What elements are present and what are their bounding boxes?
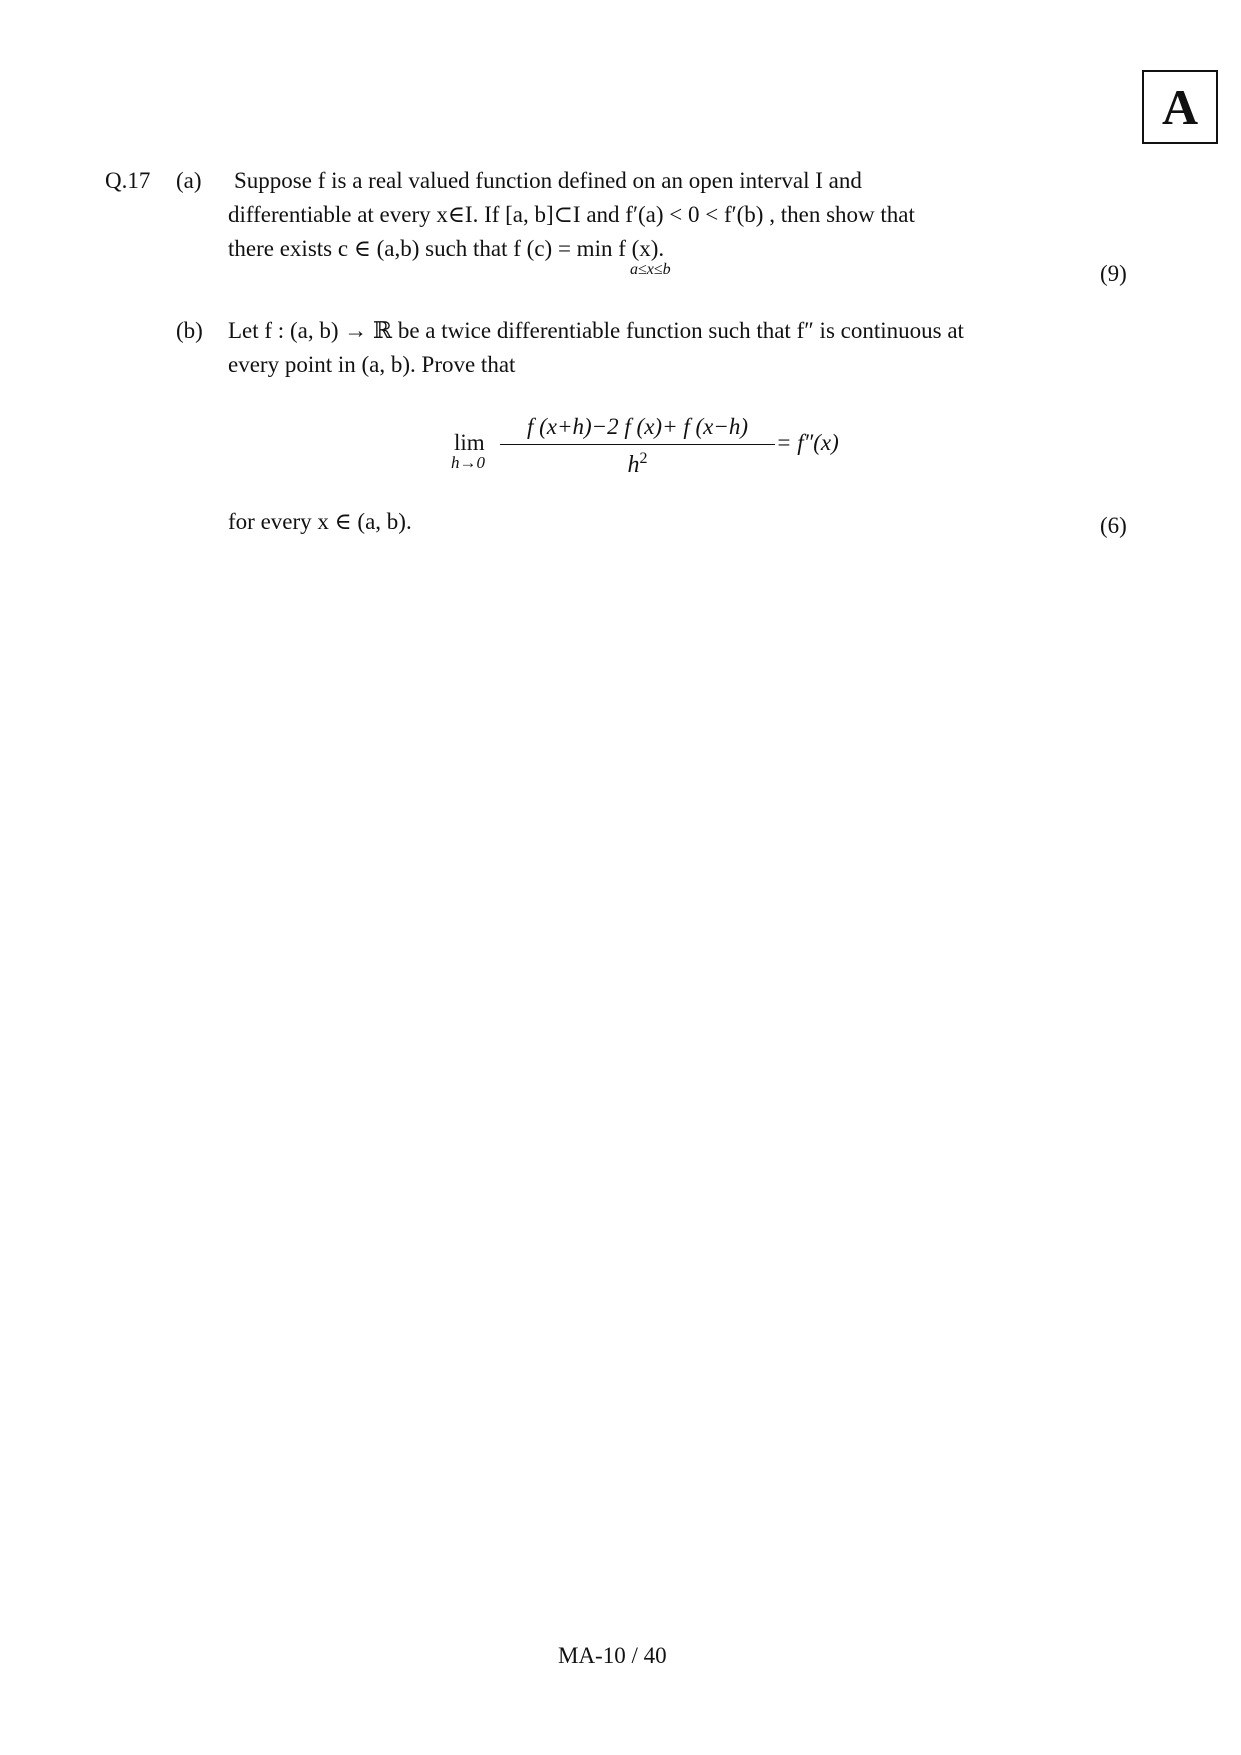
part-b-line-3: for every x ∈ (a, b). <box>228 509 412 534</box>
part-a-line-2 <box>228 203 1076 226</box>
fraction-bar <box>500 444 775 445</box>
part-a-label: (a) <box>176 168 202 193</box>
part-a-line-1 <box>234 169 958 192</box>
set-code: A <box>1161 79 1199 135</box>
min-subscript: a≤x≤b <box>630 261 671 278</box>
limit-operator: lim <box>454 430 485 455</box>
part-a-line-2-text: differentiable at every x∈I. If [a, b]⊂I and f′(a) < 0 < f′(b) , then show that <box>228 202 915 227</box>
fraction-denominator <box>500 450 775 479</box>
part-b-line-1 <box>228 319 1078 342</box>
denominator-base: h <box>627 452 640 478</box>
part-a-line-3 <box>228 237 664 260</box>
page-footer: MA-10 / 40 <box>558 1643 667 1668</box>
part-b-label: (b) <box>176 318 203 343</box>
part-b-line-1-text: Let f : (a, b) → ℝ be a twice differentiable function such that f″ is continuous at <box>228 318 964 343</box>
equation-rhs: = f″(x) <box>776 430 839 455</box>
fraction-numerator: f (x+h)−2 f (x)+ f (x−h) <box>526 414 749 439</box>
denominator-exponent: 2 <box>639 450 648 467</box>
part-a-line-3-text: there exists c ∈ (a,b) such that f (c) = min f (x). <box>228 236 665 261</box>
part-b-marks: (6) <box>1100 513 1127 538</box>
question-number: Q.17 <box>105 168 151 193</box>
part-a-marks: (9) <box>1100 261 1127 286</box>
part-a-line-1-text: Suppose f is a real valued function defined on an open interval I and <box>234 168 862 193</box>
part-b-line-2: every point in (a, b). Prove that <box>228 352 516 377</box>
limit-subscript: h→0 <box>451 453 485 472</box>
set-code-box <box>1142 70 1218 144</box>
